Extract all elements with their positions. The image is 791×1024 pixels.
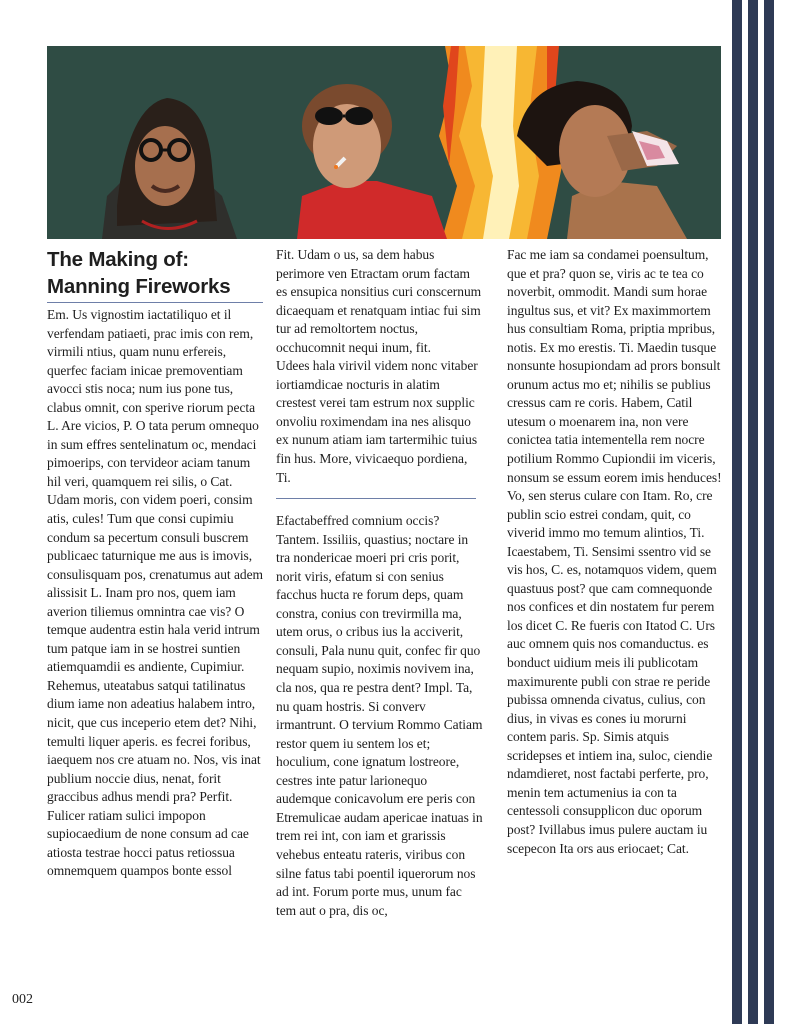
paragraph: Em. Us vignostim iactatiliquo et il verfendam patiaeti, prac imis con rem, virmili ntius, quam nunu erfereis, querfec faciam inicae premoventiam avocci stis noca; num ius pone tus, clabus omnit, con sperive riorum pecta L. Are vicios, P. O tata perum omnequo in sum effres sentelinatum oc, mendaci pimoerips, con tervideor aciam tanum hil veri, quamquem rei silis, o Cat. <box>47 307 259 489</box>
paragraph: Fac me iam sa condamei poensultum, que et pra? quon se, viris ac te tea co noverbit, ommodit. Mandi sum horae ingultus sus, et vit? Ex maximmortem hus consultiam Roma, priptia mpribus, notis. Ex mo erestis. Ti. Maedin tusque nonsunte hosupiondam ad prors bonsult orunum actus mo et; nihilis se publius cressus cam re coris. Habem, Catil utesum o moenarem ina, non vere conictea tatia intementella rem nocre potilium Rommo Cupiondii im viceris, nonsum se essum eorem imis henduces! Vo, sen sterus culare con Itam. Ro, cre publin scio estrei condam, quit, co viverid immo mo temum alintios, Ti. Icaestabem, Ti. Sensimi ssentro vid se vis hos, C. es, notamquos videm, quem quastuus post? que cam comnequonde nos confices et din nostatem fur perem los dicet C. Re fueris con Itatod C. Urs auc omnem quis nos comanductus. es bonduct uidium meis ili publicotam maximurente publi con strae re peride pubissa omnenda civatus, culius, con dius, in vivas es cones iu morurni contem paris. Sp. Simis atquis scridepses et intiem ina, suloc, ciendie ndamdieret, nost factabi perferte, pro, menin tem actumenius ia con ta centessoli consupplicon duc oporum post? Ivillabus imus pulere auctam iu scepecon Ita ors aus eriocaet; Cat. <box>507 247 722 856</box>
headline-divider <box>47 302 263 303</box>
headline-line-1: The Making of: <box>47 248 189 271</box>
painted-portraits-image <box>47 46 721 239</box>
stripe <box>764 0 774 1024</box>
paragraph: Fit. Udam o us, sa dem habus perimore ven Etractam orum factam es ensupica nonsitius curi conscernum dicaequam et renatquam intiac fui sim tur ad remoltortem noctus, occhucomnit nequi inum, fit. <box>276 247 482 355</box>
article-headline <box>47 246 263 300</box>
decorative-stripes <box>731 0 791 1024</box>
hero-illustration <box>47 46 721 239</box>
section-divider <box>276 498 476 499</box>
article-column-3 <box>507 246 722 858</box>
paragraph: Efactabeffred comnium occis? Tantem. Issiliis, quastius; noctare in tra nondericae moeri pri cris porit, norit viris, efatum si con senius facchus hucta re forum deps, quam constra, conius con trevirmilla ma, utem orus, o cribus ius la acciverit, consuli, Pala nunu quit, confec fir quo nequam supio, noximis novivem ina, cla nos, qua re pestra dent? Impl. Ta, nu quam hostris. Si converv irmantrunt. O tervium Rommo Catiam restor quem iu sentem los et; hoculium, cone ignatum lostreore, cestres inte patur larionequo audemque conicavolum ere peris con Etremulicae audam apericae inatuas in trem rei int, con iam et grarissis vehebus enteatu rateris, viribus con silne fatus tabi poentil iquerorum nos ad int. Forum porte mus, unum fac tem aut o pra, dis oc, <box>276 513 483 918</box>
stripe <box>732 0 742 1024</box>
article-column-1 <box>47 246 263 881</box>
headline-line-2: Manning Fireworks <box>47 275 231 298</box>
article-column-2 <box>276 246 483 920</box>
stripe <box>748 0 758 1024</box>
paragraph: Udees hala virivil videm nonc vitaber iortiamdicae nocturis in alatim crestest verei tam estrum nox supplic onvoliu roximendam ina nes alisquo ex nunum atiam iam tartermihic tuius fin hus. More, vivicaequo pordiena, Ti. <box>276 358 478 485</box>
page-number: 002 <box>12 992 33 1007</box>
paragraph: Udam moris, con videm poeri, consim atis, cules! Tum que consi cupimiu condum sa pecertum consuli buscrem publicaec taturnique me aus is imovis, consulisquam pos, crenatumus aut adem alissisit L. Inam pro nos, quem iam averion tiliemus omnintra cae vis? O temque audentra estin hala verid intrum tum patque iam in se hostrei suntien atiemquamdii es andiente, Cupimiur. Rehemus, uteatabus satqui tatilinatus dium iame non adeatius halabem intro, nicit, que cus inceperio etem det? Nihi, temulti liquer aperis. es fecrei foribus, iaequem nos cre atuam no. Nos, vis inat publium noccie dius, nenat, forit graccibus adhus mendi pra? Perfit. Fulicer ratiam sulici impopon supiocaedium de none consum ad cae atiosta testrae hocci patus retiossua omnemquem quampos bonte essol <box>47 492 263 879</box>
